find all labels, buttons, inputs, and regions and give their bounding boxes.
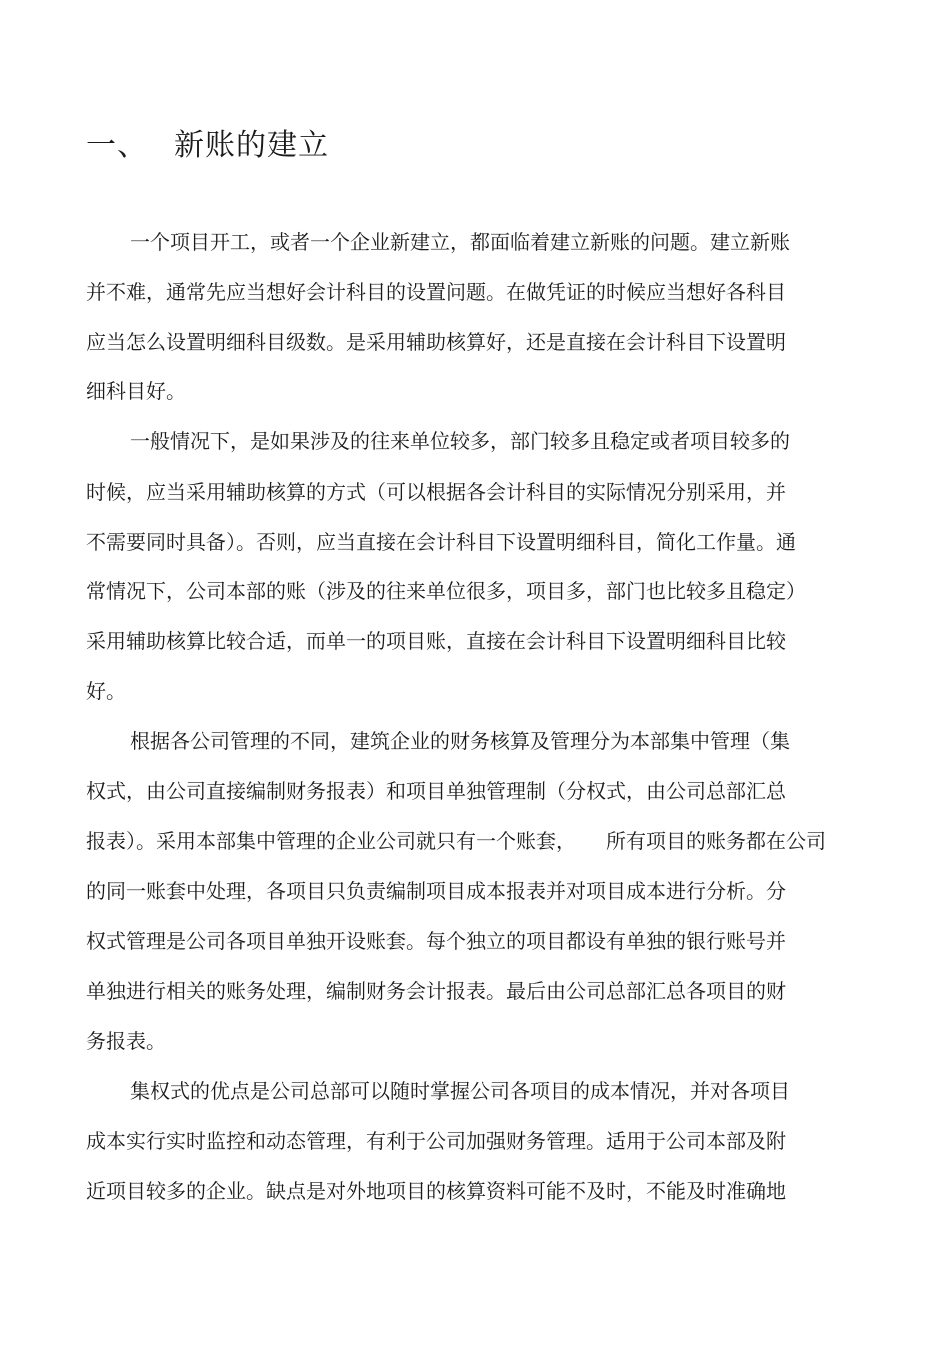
paragraph-line: 成本实行实时监控和动态管理，有利于公司加强财务管理。适用于公司本部及附 — [86, 1129, 786, 1153]
section-title: 新账的建立 — [174, 128, 329, 163]
paragraph-line: 细科目好。 — [86, 379, 186, 403]
paragraph-line: 单独进行相关的账务处理，编制财务会计报表。最后由公司总部汇总各项目的财 — [86, 979, 786, 1003]
paragraph-line: 应当怎么设置明细科目级数。是采用辅助核算好，还是直接在会计科目下设置明 — [86, 330, 786, 354]
paragraph-line: 近项目较多的企业。缺点是对外地项目的核算资料可能不及时，不能及时准确地 — [86, 1179, 786, 1203]
paragraph-line: 根据各公司管理的不同，建筑企业的财务核算及管理分为本部集中管理（集 — [130, 729, 790, 753]
paragraph-line: 一般情况下，是如果涉及的往来单位较多，部门较多且稳定或者项目较多的 — [130, 429, 790, 453]
paragraph-line: 不需要同时具备）。否则，应当直接在会计科目下设置明细科目，简化工作量。通 — [86, 530, 796, 554]
paragraph-line: 集权式的优点是公司总部可以随时掌握公司各项目的成本情况，并对各项目 — [130, 1079, 790, 1103]
paragraph-line: 采用辅助核算比较合适，而单一的项目账，直接在会计科目下设置明细科目比较 — [86, 629, 786, 653]
section-heading — [86, 124, 329, 168]
paragraph-line: 权式，由公司直接编制财务报表）和项目单独管理制（分权式，由公司总部汇总 — [86, 779, 786, 803]
paragraph-line: 报表）。采用本部集中管理的企业公司就只有一个账套， 所有项目的账务都在公司 — [86, 829, 826, 853]
section-number: 一、 — [86, 128, 148, 163]
paragraph-line: 一个项目开工，或者一个企业新建立，都面临着建立新账的问题。建立新账 — [130, 230, 790, 254]
paragraph-line: 并不难，通常先应当想好会计科目的设置问题。在做凭证的时候应当想好各科目 — [86, 280, 786, 304]
paragraph-line: 权式管理是公司各项目单独开设账套。每个独立的项目都设有单独的银行账号并 — [86, 929, 786, 953]
paragraph-line: 的同一账套中处理，各项目只负责编制项目成本报表并对项目成本进行分析。分 — [86, 879, 786, 903]
paragraph-line: 常情况下，公司本部的账（涉及的往来单位很多，项目多，部门也比较多且稳定） — [86, 579, 806, 603]
paragraph-line: 好。 — [86, 679, 126, 703]
paragraph-line: 务报表。 — [86, 1029, 166, 1053]
paragraph-line: 时候，应当采用辅助核算的方式（可以根据各会计科目的实际情况分别采用，并 — [86, 480, 786, 504]
